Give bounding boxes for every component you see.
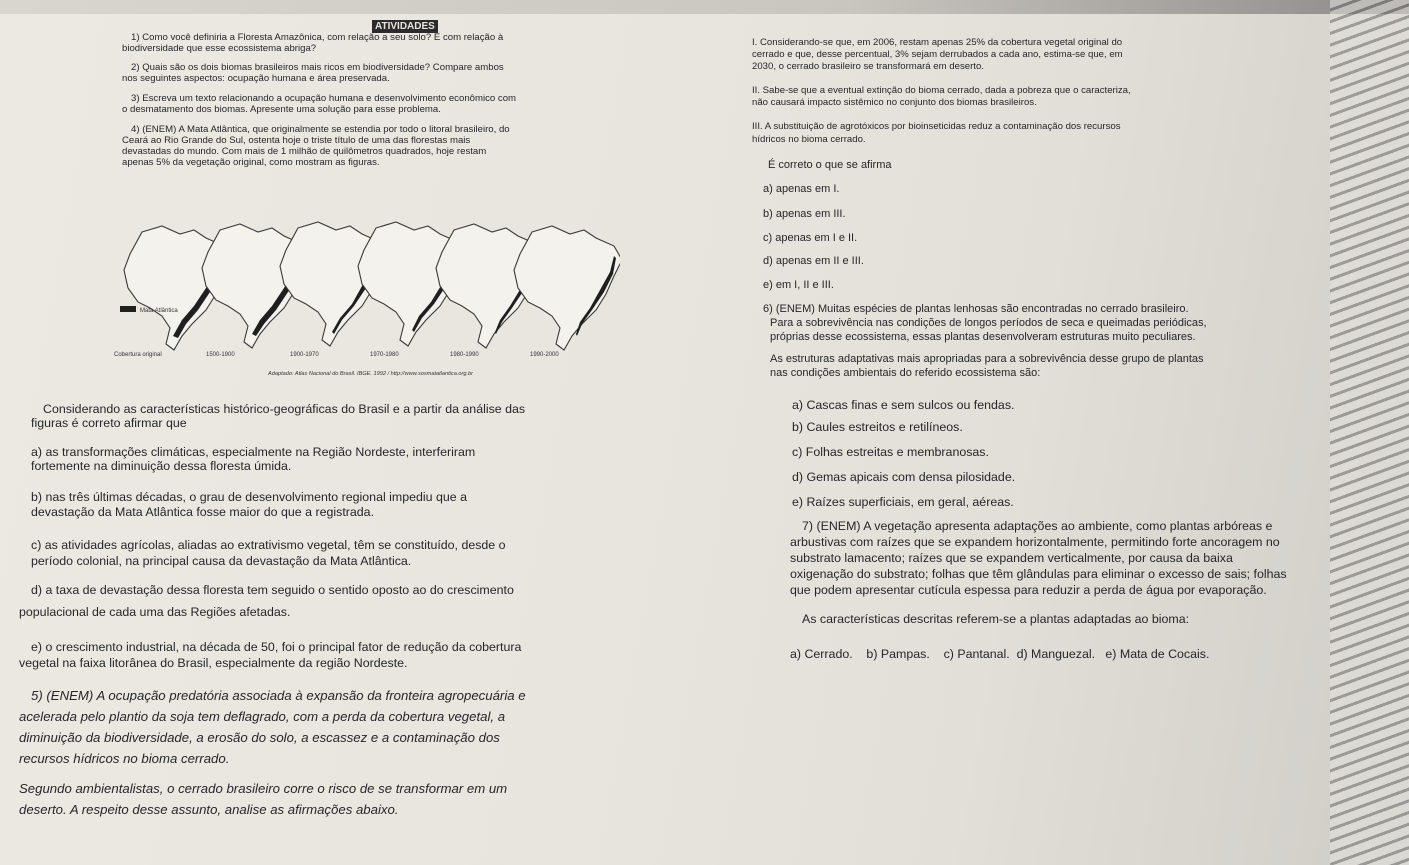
legend-swatch (120, 306, 136, 312)
option-c-cont: período colonial, na principal causa da devastação da Mata Atlântica. (31, 554, 412, 568)
map-1990-2000 (514, 226, 620, 350)
text-line: 7) (ENEM) A vegetação apresenta adaptações ao ambiente, como plantas arbóreas e (802, 519, 1273, 533)
statement-line: não causará impacto sistêmico no conjunto dos biomas brasileiros. (752, 97, 1037, 108)
text-line: figuras é correto afirmar que (31, 416, 187, 430)
option-a: a) as transformações climáticas, especialmente na Região Nordeste, interferiram (31, 445, 476, 459)
text-line: substrato lamacento; raízes que se expandem verticalmente, por causa da baixa (790, 551, 1233, 565)
period-label: 1990-2000 (530, 352, 559, 358)
text-line: 4) (ENEM) A Mata Atlântica, que originalmente se estendia por todo o litoral brasileiro, do (131, 124, 510, 135)
text-line: 3) Escreva um texto relacionando a ocupação humana e desenvolvimento econômico com (131, 93, 517, 104)
text-line: oxigenação do substrato; folhas que têm glândulas para eliminar o excesso de sais; folhas (790, 567, 1287, 581)
statement-line: 2030, o cerrado brasileiro se transformará em deserto. (752, 61, 984, 72)
q7-options: a) Cerrado. b) Pampas. c) Pantanal. d) Manguezal. e) Mata de Cocais. (790, 647, 1210, 661)
text-line: 1) Como você definiria a Floresta Amazônica, com relação a seu solo? E com relação à (131, 32, 504, 43)
statement-line: III. A substituição de agrotóxicos por bioinseticidas reduz a contaminação dos recursos (752, 121, 1121, 132)
text-line: nas condições ambientais do referido ecossistema são: (770, 367, 1041, 379)
text-line: 5) (ENEM) A ocupação predatória associada à expansão da fronteira agropecuária e (31, 688, 526, 703)
text-line: que podem apresentar cutícula espessa para reduzir a perda de água por evaporação. (790, 583, 1267, 597)
statement-line: I. Considerando-se que, em 2006, restam apenas 25% da cobertura vegetal original do (752, 37, 1123, 48)
option-d: d) apenas em II e III. (763, 255, 864, 267)
text-line: apenas 5% da vegetação original, como mostram as figuras. (122, 157, 380, 168)
text-line: próprias desse ecossistema, essas plantas desenvolveram estruturas muito peculiares. (770, 331, 1196, 343)
text-line: biodiversidade que esse ecossistema abriga? (122, 43, 317, 54)
text-line: Para a sobrevivência nas condições de longos períodos de seca e queimadas periódicas, (770, 317, 1207, 329)
option-a: a) apenas em I. (763, 183, 840, 195)
statement-line: cerrado e que, desse percentual, 3% sejam derrubados a cada ano, estima-se que, em (752, 49, 1123, 60)
text-line: acelerada pelo plantio da soja tem deflagrado, com a perda da cobertura vegetal, a (19, 709, 506, 724)
option-b: b) Caules estreitos e retilíneos. (792, 420, 963, 434)
period-label: 1980-1990 (450, 352, 479, 358)
text-line: Ceará ao Rio Grande do Sul, ostenta hoje o triste título de uma das florestas mais (122, 135, 471, 146)
figure-source: Adaptado: Atlas Nacional do Brasil. IBGE. 1992 / http://www.sosmatatlantica.org.br (268, 371, 474, 377)
option-c: c) Folhas estreitas e membranosas. (792, 445, 989, 459)
adjacent-page-edge (1330, 0, 1409, 865)
option-e: e) Raízes superficiais, em geral, aéreas. (792, 495, 1014, 509)
period-label: 1900-1970 (290, 352, 319, 358)
text-line: diminuição da biodiversidade, a erosão do solo, a escassez e a contaminação dos (19, 730, 500, 745)
option-c: c) apenas em I e II. (763, 232, 858, 244)
option-e-cont: vegetal na faixa litorânea do Brasil, especialmente da região Nordeste. (19, 656, 408, 670)
activities-title: ATIVIDADES (372, 20, 438, 33)
page-edge-shadow (0, 0, 1409, 14)
text-line: deserto. A respeito desse assunto, analise as afirmações abaixo. (19, 802, 399, 817)
text-line: o desmatamento dos biomas. Apresente uma solução para esse problema. (122, 104, 441, 115)
text-line: devastadas do mundo. Com mais de 1 milhão de quilômetros quadrados, hoje restam (122, 146, 487, 157)
option-e: e) o crescimento industrial, na década de 50, foi o principal fator de redução da cobertura (31, 640, 522, 654)
text-line: recursos hídricos no bioma cerrado. (19, 751, 230, 766)
text-line: As estruturas adaptativas mais apropriadas para a sobrevivência desse grupo de plantas (770, 353, 1204, 365)
statement-line: II. Sabe-se que a eventual extinção do bioma cerrado, dada a pobreza que o caracteriza, (752, 85, 1131, 96)
text-line: Considerando as características histórico-geográficas do Brasil e a partir da análise das (43, 402, 526, 416)
statement-line: hídricos no bioma cerrado. (752, 134, 866, 145)
option-a-cont: fortemente na diminuição dessa floresta úmida. (31, 459, 292, 473)
option-b: b) nas três últimas décadas, o grau de desenvolvimento regional impediu que a (31, 490, 467, 504)
text-line: 2) Quais são os dois biomas brasileiros mais ricos em biodiversidade? Compare ambos (131, 62, 504, 73)
option-c: c) as atividades agrícolas, aliadas ao extrativismo vegetal, têm se constituído, desde o (31, 538, 506, 552)
text-line: nos seguintes aspectos: ocupação humana e área preservada. (122, 73, 390, 84)
option-d: d) a taxa de devastação dessa floresta tem seguido o sentido oposto ao do crescimento (31, 583, 514, 597)
option-d-cont: populacional de cada uma das Regiões afetadas. (19, 605, 291, 619)
option-b-cont: devastação da Mata Atlântica fosse maior do que a registrada. (31, 505, 375, 519)
legend-label: Mata Atlântica (140, 308, 178, 314)
period-label: 1970-1980 (370, 352, 399, 358)
option-b: b) apenas em III. (763, 208, 846, 220)
text-line: Segundo ambientalistas, o cerrado brasileiro corre o risco de se transformar em um (19, 781, 508, 796)
atlantic-forest-maps-figure (114, 218, 620, 388)
text-line: arbustivas com raízes que se expandem horizontalmente, permitindo forte ancoragem no (790, 535, 1280, 549)
text-line: 6) (ENEM) Muitas espécies de plantas lenhosas são encontradas no cerrado brasileiro. (763, 303, 1189, 315)
period-label: Cobertura original (114, 352, 162, 358)
option-d: d) Gemas apicais com densa pilosidade. (792, 470, 1016, 484)
text-line: As características descritas referem-se a plantas adaptadas ao bioma: (802, 612, 1190, 626)
option-e: e) em I, II e III. (763, 279, 834, 291)
option-a: a) Cascas finas e sem sulcos ou fendas. (792, 398, 1015, 412)
period-label: 1500-1900 (206, 352, 235, 358)
brazil-maps (120, 218, 620, 368)
statement-prompt: É correto o que se afirma (768, 159, 892, 171)
